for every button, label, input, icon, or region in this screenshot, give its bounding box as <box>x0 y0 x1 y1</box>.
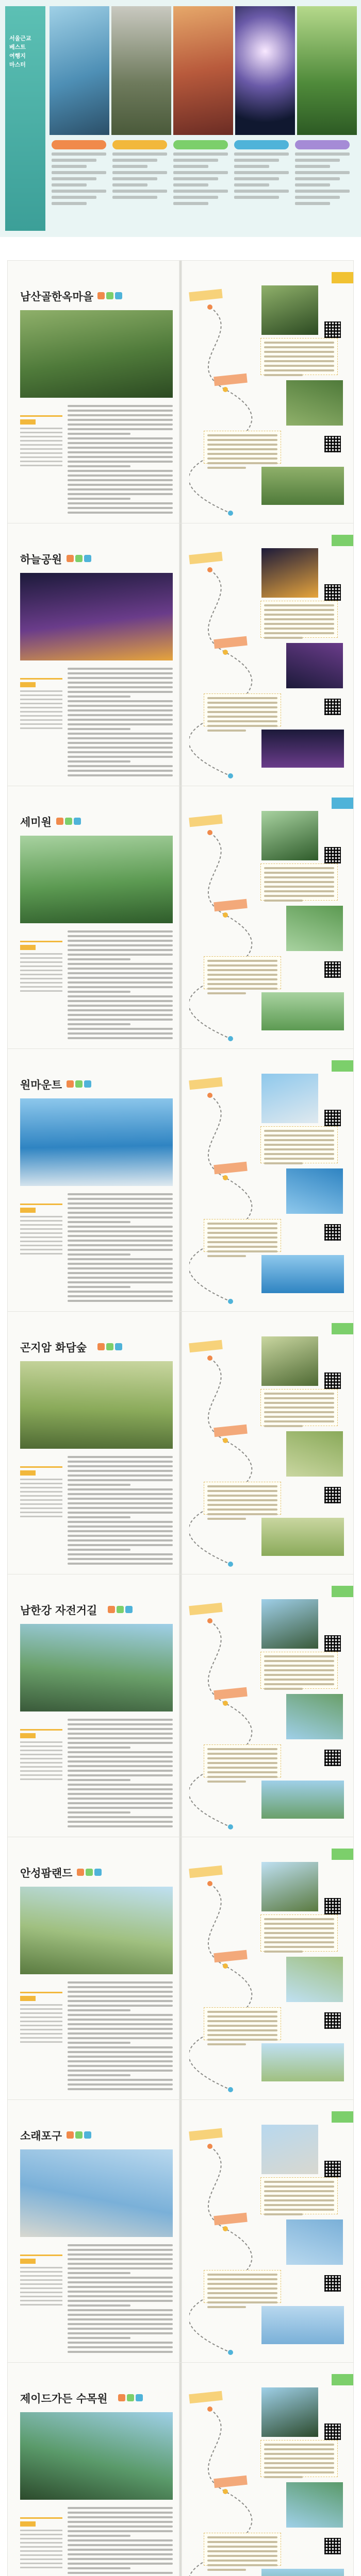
route-map <box>189 1090 256 1307</box>
spot-title: 남산골한옥마을 <box>20 291 94 303</box>
qr-code <box>324 2161 341 2177</box>
spot-description <box>204 2270 281 2303</box>
feature-opener-spread <box>0 0 361 237</box>
category-icons <box>67 554 93 563</box>
category-icon <box>75 555 83 562</box>
main-photo <box>20 573 173 660</box>
qr-code <box>324 1898 341 1914</box>
body-text <box>68 1456 173 1567</box>
spot-title: 소래포구 <box>20 2130 62 2142</box>
spot-photo <box>261 1074 318 1123</box>
spot-description <box>204 1482 281 1515</box>
spine-fold <box>179 786 182 1064</box>
opener-column-4 <box>234 140 289 228</box>
qr-code <box>324 321 341 338</box>
qr-code <box>324 1372 341 1389</box>
route-map <box>189 1616 256 1832</box>
region-tab <box>332 2111 353 2123</box>
spot-photo <box>286 1957 343 2002</box>
body-text <box>68 2244 173 2355</box>
qr-code <box>324 2424 341 2440</box>
main-photo <box>20 1098 173 1186</box>
spot-description <box>260 601 338 638</box>
category-icon <box>108 1606 115 1613</box>
spine-fold <box>179 2100 182 2378</box>
info-box <box>20 1992 62 2061</box>
spot-description <box>204 693 281 726</box>
spot-description <box>260 2440 338 2477</box>
spine-fold <box>179 1049 182 1327</box>
category-icons <box>97 292 124 300</box>
qr-code <box>324 1110 341 1126</box>
category-icon <box>94 1869 102 1876</box>
qr-code <box>324 584 341 601</box>
category-icon <box>86 1869 93 1876</box>
spot-photo <box>261 2125 318 2174</box>
region-tab <box>332 2374 353 2385</box>
category-icon <box>84 1080 91 1088</box>
info-box <box>20 2517 62 2576</box>
route-label <box>189 1340 223 1353</box>
qr-code <box>324 1224 341 1241</box>
spot-description <box>204 956 281 989</box>
opener-photo-1 <box>50 6 109 135</box>
main-photo <box>20 836 173 923</box>
spot-description <box>260 1389 338 1426</box>
route-map <box>189 302 256 518</box>
spot-photo <box>261 811 318 860</box>
category-icons <box>118 2394 144 2402</box>
category-icons <box>67 2131 93 2139</box>
spot-photo <box>261 1599 318 1649</box>
book-spread <box>8 1312 353 1590</box>
category-icon <box>106 1343 113 1350</box>
book-spread <box>8 1837 353 2115</box>
info-box <box>20 2255 62 2324</box>
spot-description <box>260 1652 338 1689</box>
qr-code <box>324 1487 341 1503</box>
category-icon <box>127 2394 134 2401</box>
info-box <box>20 941 62 1010</box>
spot-photo <box>261 2043 344 2081</box>
main-photo <box>20 2149 173 2237</box>
spot-photo <box>286 1694 343 1739</box>
main-photo <box>20 1624 173 1711</box>
body-text <box>68 1193 173 1304</box>
category-icon <box>97 292 105 299</box>
category-icons <box>108 1605 134 1614</box>
spot-title: 세미원 <box>20 816 52 828</box>
spot-title: 안성팜랜드 <box>20 1867 73 1879</box>
body-text <box>68 1981 173 2093</box>
spot-description <box>204 2533 281 2566</box>
body-text <box>68 668 173 779</box>
info-box <box>20 1466 62 1536</box>
category-icon <box>125 1606 133 1613</box>
region-tab <box>332 535 353 546</box>
opener-photo-strip <box>50 6 357 135</box>
spot-photo <box>261 1781 344 1819</box>
qr-code <box>324 961 341 978</box>
spot-photo <box>261 2306 344 2344</box>
qr-code <box>324 2012 341 2029</box>
spot-photo <box>286 1168 343 1214</box>
spot-photo <box>286 2482 343 2528</box>
book-spread <box>8 2100 353 2378</box>
book-spread <box>8 2363 353 2576</box>
body-text <box>68 2507 173 2576</box>
qr-code <box>324 2538 341 2554</box>
spot-description <box>204 431 281 464</box>
opener-photo-3 <box>173 6 233 135</box>
route-map <box>189 827 256 1044</box>
opener-photo-2 <box>111 6 171 135</box>
route-label <box>189 2391 223 2404</box>
spot-description <box>260 863 338 901</box>
category-icon <box>84 2131 91 2139</box>
category-icon <box>106 292 113 299</box>
category-icon <box>97 1343 105 1350</box>
category-icon <box>118 2394 125 2401</box>
spot-photo <box>261 1336 318 1386</box>
spot-description <box>260 338 338 375</box>
category-icon <box>136 2394 143 2401</box>
route-map <box>189 2141 256 2358</box>
spot-title: 제이드가든 수목원 <box>20 2393 108 2405</box>
opener-column-5 <box>295 140 350 228</box>
route-label <box>189 1603 223 1616</box>
spot-photo <box>286 380 343 426</box>
book-spread <box>8 1049 353 1327</box>
spot-photo <box>286 1431 343 1477</box>
spot-photo <box>261 2387 318 2437</box>
spot-description <box>260 2177 338 2214</box>
book-cover <box>5 6 45 231</box>
spot-photo <box>261 730 344 768</box>
spot-photo <box>261 285 318 335</box>
main-photo <box>20 310 173 398</box>
spot-photo <box>261 1518 344 1556</box>
spot-photo <box>286 2219 343 2265</box>
info-box <box>20 1729 62 1799</box>
spot-title: 남한강 자전거길 <box>20 1604 97 1617</box>
spot-photo <box>261 1862 318 1911</box>
main-photo <box>20 2412 173 2500</box>
qr-code <box>324 2275 341 2292</box>
qr-code <box>324 436 341 452</box>
category-icon <box>67 2131 74 2139</box>
region-tab <box>332 1586 353 1597</box>
route-label <box>189 289 223 302</box>
spine-fold <box>179 1837 182 2115</box>
book-spread <box>8 786 353 1064</box>
spot-description <box>204 1219 281 1252</box>
category-icon <box>67 1080 74 1088</box>
spot-description <box>204 1744 281 1777</box>
region-tab <box>332 1060 353 1072</box>
spot-description <box>260 1126 338 1163</box>
body-text <box>68 1719 173 1830</box>
route-label <box>189 552 223 565</box>
category-icons <box>56 817 83 825</box>
spine-fold <box>179 2363 182 2576</box>
spot-photo <box>261 1255 344 1293</box>
qr-code <box>324 847 341 863</box>
route-label <box>189 2128 223 2141</box>
spot-description <box>204 2007 281 2040</box>
spot-photo <box>261 2569 344 2576</box>
info-box <box>20 678 62 748</box>
main-photo <box>20 1887 173 1974</box>
category-icon <box>67 555 74 562</box>
book-spread <box>8 523 353 802</box>
body-text <box>68 930 173 1042</box>
category-icon <box>115 1343 122 1350</box>
category-icon <box>117 1606 124 1613</box>
opener-column-1 <box>52 140 106 228</box>
category-icon <box>84 555 91 562</box>
category-icon <box>65 818 72 825</box>
region-tab <box>332 272 353 283</box>
category-icon <box>75 1080 83 1088</box>
route-map <box>189 1353 256 1569</box>
route-label <box>189 815 223 827</box>
book-spread <box>8 261 353 539</box>
route-map <box>189 565 256 781</box>
route-label <box>189 1866 223 1878</box>
body-text <box>68 405 173 516</box>
route-map <box>189 1878 256 2095</box>
info-box <box>20 1204 62 1273</box>
opener-column-3 <box>173 140 228 228</box>
info-box <box>20 415 62 485</box>
region-tab <box>332 1849 353 1860</box>
opener-photo-4 <box>235 6 295 135</box>
book-spread <box>8 1574 353 1853</box>
category-icon <box>77 1869 84 1876</box>
category-icon <box>56 818 63 825</box>
spine-fold <box>179 261 182 539</box>
region-tab <box>332 798 353 809</box>
category-icons <box>97 1343 124 1351</box>
category-icons <box>77 1868 103 1876</box>
cover-title: 서울근교 베스트 여행지 마스터 <box>9 35 31 68</box>
spot-title: 곤지암 화담숲 <box>20 1342 87 1354</box>
category-icons <box>67 1080 93 1088</box>
main-photo <box>20 1361 173 1449</box>
opener-photo-5 <box>297 6 357 135</box>
spine-fold <box>179 523 182 802</box>
qr-code <box>324 699 341 715</box>
spot-photo <box>261 548 318 598</box>
spine-fold <box>179 1312 182 1590</box>
spot-title: 원마운트 <box>20 1079 62 1091</box>
category-icon <box>115 292 122 299</box>
spot-photo <box>286 906 343 951</box>
qr-code <box>324 1750 341 1766</box>
qr-code <box>324 1635 341 1652</box>
spine-fold <box>179 1574 182 1853</box>
opener-column-2 <box>112 140 167 228</box>
spot-title: 하늘공원 <box>20 553 62 566</box>
spot-photo <box>286 643 343 688</box>
category-icon <box>75 2131 83 2139</box>
spot-description <box>260 1914 338 1952</box>
category-icon <box>74 818 81 825</box>
region-tab <box>332 1323 353 1334</box>
route-label <box>189 1077 223 1090</box>
spot-photo <box>261 467 344 505</box>
spot-photo <box>261 992 344 1030</box>
